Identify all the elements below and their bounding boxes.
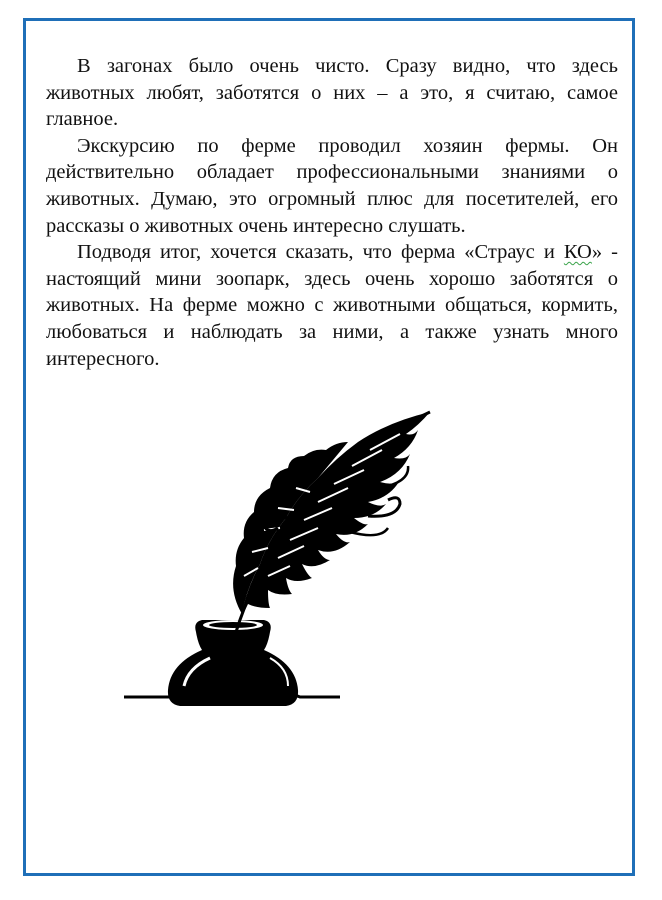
quill-inkwell-drawing [118, 400, 458, 730]
document-body [46, 53, 618, 372]
paragraph-3-start: Подводя итог, хочется сказать, что ферма «Страус и [77, 241, 564, 264]
quill-and-inkwell-icon [118, 400, 458, 730]
paragraph-3 [46, 239, 618, 372]
paragraph-3-end: » - настоящий мини зоопарк, здесь очень хорошо заботятся о животных. На ферме можно с животными общаться, кормить, любоваться и наблюдать за ними, а также узнать много интересного. [46, 241, 619, 370]
paragraph-1: В загонах было очень чисто. Сразу видно, что здесь животных любят, заботятся о них – а это, я считаю, самое главное. [46, 55, 618, 131]
spellcheck-marked-word: КО [563, 241, 592, 264]
paragraph-2: Экскурсию по ферме проводил хозяин фермы. Он действительно обладает профессиональными знаниями о животных. Думаю, это огромный плюс для посетителей, его рассказы о животных очень интересно слушать. [46, 134, 618, 237]
